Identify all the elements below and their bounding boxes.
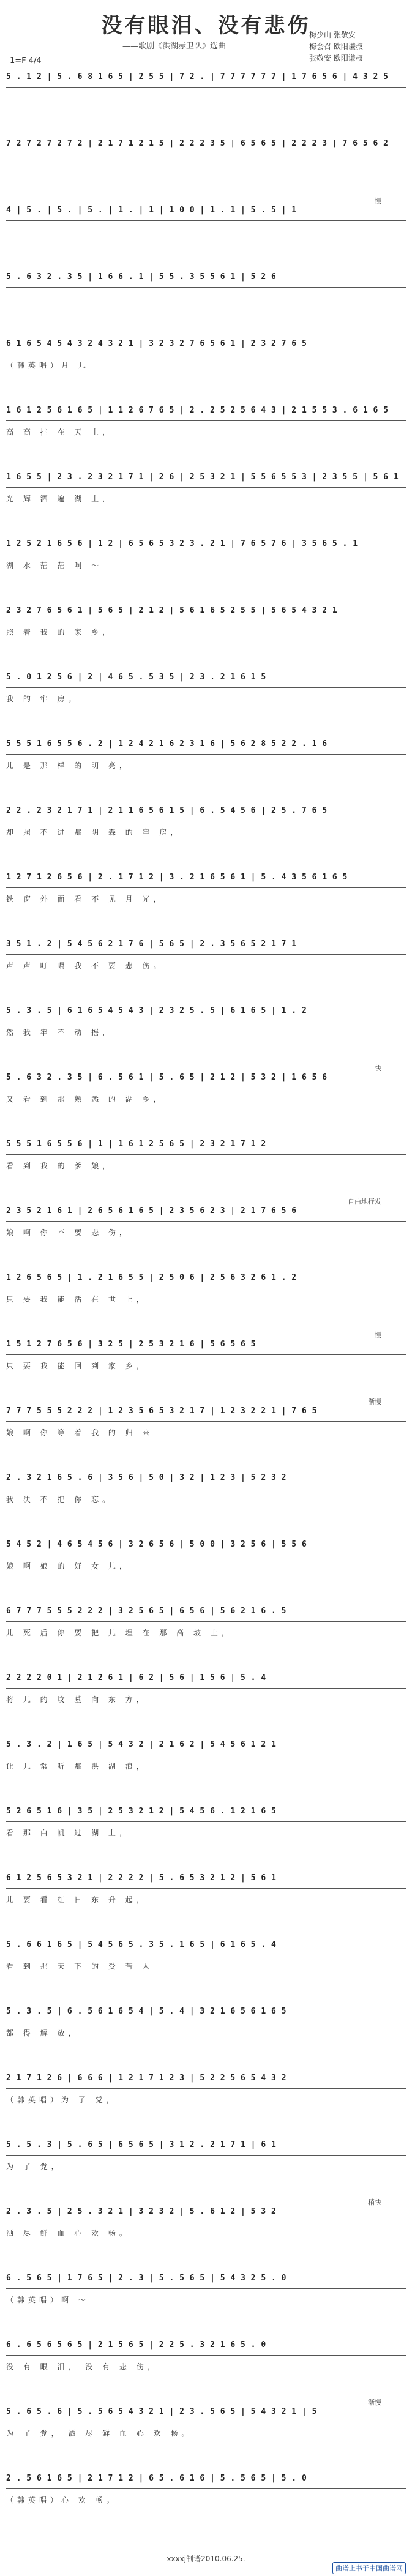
beam-underline	[6, 1288, 406, 1289]
beam-underline	[6, 487, 406, 488]
lyrics-line: 儿 要 看 红 日 东 升 起，	[6, 1895, 148, 1904]
beam-underline	[6, 2155, 406, 2156]
lyrics-line: 洒 尽 鲜 血 心 欢 畅。	[6, 2229, 130, 2238]
lyrics-line: 为 了 党，	[6, 2162, 62, 2171]
notation-line: 6 1 2 5 6 5 3 2 1 | 2 2 2 2 | 5 . 6 5 3 2 1 2 | 5 6 1	[6, 1873, 277, 1883]
score-system	[6, 1064, 406, 1128]
score-system	[6, 1198, 406, 1261]
notation-line: 6 . 5 6 5 | 1 7 6 5 | 2 . 3 | 5 . 5 6 5 | 5 4 3 2 5 . 0	[6, 2274, 287, 2283]
beam-underline	[6, 1688, 406, 1689]
beam-underline	[6, 154, 406, 155]
score-system	[6, 2198, 406, 2262]
beam-underline	[6, 2222, 406, 2223]
notation-line: 5 . 6 3 2 . 3 5 | 6 . 5 6 1 | 5 . 6 5 | 2 1 2 | 5 3 2 | 1 6 5 6	[6, 1073, 328, 1082]
notation-line: 2 1 7 1 2 6 | 6 6 6 | 1 2 1 7 1 2 3 | 5 2 2 5 6 5 4 3 2	[6, 2074, 287, 2083]
beam-underline	[6, 220, 406, 222]
beam-underline	[6, 2088, 406, 2089]
lyrics-line: 我 决 不 把 你 忘。	[6, 1495, 114, 1504]
lyrics-line: 铁 窗 外 面 看 不 见 月 光，	[6, 895, 165, 903]
notation-line: 2 . 5 6 1 6 5 | 2 1 7 1 2 | 6 5 . 6 1 6 | 5 . 5 6 5 | 5 . 0	[6, 2474, 307, 2483]
score-system	[6, 606, 406, 661]
lyrics-line: 又 看 到 那 熟 悉 的 湖 乡，	[6, 1095, 165, 1103]
tempo-annotation: 慢	[375, 197, 381, 205]
site-logo: 曲谱上书于中国曲谱网	[332, 2562, 406, 2574]
notation-line: 6 7 7 7 5 5 5 2 2 2 | 3 2 5 6 5 | 6 5 6 | 5 6 2 1 6 . 5	[6, 1607, 287, 1616]
lyrics-line: 儿 是 那 样 的 明 亮，	[6, 761, 130, 770]
notation-line: 2 3 5 2 1 6 1 | 2 6 5 6 1 6 5 | 2 3 5 6 2 3 | 2 1 7 6 5 6	[6, 1206, 297, 1215]
score-system	[6, 1006, 406, 1061]
notation-line: 1 2 7 1 2 6 5 6 | 2 . 1 7 1 2 | 3 . 2 1 6 5 6 1 | 5 . 4 3 5 6 1 6 5	[6, 873, 348, 882]
lyrics-line: （韩英唱）心 欢 畅。	[6, 2496, 118, 2504]
notation-line: 5 . 3 . 5 | 6 1 6 5 4 5 4 3 | 2 3 2 5 . 5 | 6 1 6 5 | 1 . 2	[6, 1006, 307, 1015]
key-signature: 1=F 4/4	[10, 56, 42, 65]
score-system	[6, 472, 406, 528]
lyrics-line: 让 儿 常 听 那 洪 湖 浪，	[6, 1762, 148, 1771]
tempo-annotation: 快	[375, 1064, 381, 1072]
notation-line: 4 | 5 . | 5 . | 5 . | 1 . | 1 | 1 0 0 | 1 . 1 | 5 . 5 | 1	[6, 206, 297, 215]
lyrics-line: 只 要 我 能 活 在 世 上，	[6, 1295, 148, 1304]
lyrics-line: 光 辉 洒 遍 湖 上，	[6, 495, 114, 503]
beam-underline	[6, 1488, 406, 1489]
beam-underline	[6, 354, 406, 355]
score-system	[6, 2007, 406, 2062]
song-subtitle: ——歌剧《洪湖赤卫队》选曲	[122, 42, 227, 51]
score-system	[6, 1673, 406, 1728]
notation-line: 2 2 2 2 0 1 | 2 1 2 6 1 | 6 2 | 5 6 | 1 5 6 | 5 . 4	[6, 1673, 266, 1682]
credits-block	[309, 29, 363, 64]
beam-underline	[6, 2022, 406, 2023]
score-system	[6, 873, 406, 928]
beam-underline	[6, 821, 406, 822]
lyrics-line: 照 着 我 的 家 乡，	[6, 628, 114, 637]
beam-underline	[6, 1955, 406, 1956]
notation-line: 5 . 6 5 . 6 | 5 . 5 6 5 4 3 2 1 | 2 3 . 5 6 5 | 5 4 3 2 1 | 5	[6, 2407, 317, 2416]
score-system	[6, 673, 406, 728]
tempo-annotation: 稍快	[368, 2198, 381, 2206]
notation-line: 5 5 5 1 6 5 5 6 | 1 | 1 6 1 2 5 6 5 | 2 3 2 1 7 1 2	[6, 1140, 266, 1149]
lyrics-line: 儿 死 后 你 要 把 儿 埋 在 那 高 坡 上，	[6, 1629, 233, 1637]
notation-line: 5 . 0 1 2 5 6 | 2 | 4 6 5 . 5 3 5 | 2 3 . 2 1 6 1 5	[6, 673, 266, 682]
score-system	[6, 1540, 406, 1595]
tempo-annotation: 渐慢	[368, 1398, 381, 1406]
score-system	[6, 2274, 406, 2329]
beam-underline	[6, 1021, 406, 1022]
score-system	[6, 1273, 406, 1328]
notation-line: 7 7 7 5 5 5 2 2 2 | 1 2 3 5 6 5 3 2 1 7 | 1 2 3 2 2 1 | 7 6 5	[6, 1406, 317, 1416]
score-system	[6, 806, 406, 861]
score-system	[6, 197, 406, 261]
score-system	[6, 72, 406, 127]
score-system	[6, 2140, 406, 2195]
score-system	[6, 2340, 406, 2395]
notation-line: 1 6 1 2 5 6 1 6 5 | 1 1 2 6 7 6 5 | 2 . 2 5 2 5 6 4 3 | 2 1 5 5 3 . 6 1 6 5	[6, 406, 389, 415]
beam-underline	[6, 2422, 406, 2423]
notation-line: 5 4 5 2 | 4 6 5 4 5 6 | 3 2 6 5 6 | 5 0 0 | 3 2 5 6 | 5 5 6	[6, 1540, 307, 1549]
notation-line: 5 2 6 5 1 6 | 3 5 | 2 5 3 2 1 2 | 5 4 5 6 . 1 2 1 6 5	[6, 1807, 277, 1816]
credit-line: 梅少山 张敬安	[309, 31, 356, 39]
lyrics-line: 我 的 牢 房。	[6, 695, 80, 703]
beam-underline	[6, 1888, 406, 1889]
lyrics-line: 看 那 白 帆 过 湖 上，	[6, 1829, 130, 1837]
notation-line: 5 . 6 3 2 . 3 5 | 1 6 6 . 1 | 5 5 . 3 5 5 6 1 | 5 2 6	[6, 272, 277, 282]
score-system	[6, 1873, 406, 1928]
lyrics-line: 娘 啊 你 等 着 我 的 归 来	[6, 1428, 154, 1437]
lyrics-line: 娘 啊 娘 的 好 女 儿，	[6, 1562, 130, 1570]
tempo-annotation: 自由地抒发	[348, 1198, 381, 1206]
beam-underline	[6, 1154, 406, 1155]
beam-underline	[6, 954, 406, 955]
notation-line: 1 5 1 2 7 6 5 6 | 3 2 5 | 2 5 3 2 1 6 | 5 6 5 6 5	[6, 1340, 257, 1349]
score-system	[6, 2474, 406, 2529]
lyrics-line: 声 声 叮 嘱 我 不 要 悲 伤。	[6, 961, 165, 970]
score-system	[6, 1140, 406, 1195]
notation-line: 5 . 6 6 1 6 5 | 5 4 5 6 5 . 3 5 . 1 6 5 | 6 1 6 5 . 4	[6, 1940, 277, 1949]
notation-line: 7 2 7 2 7 2 7 2 | 2 1 7 1 2 1 5 | 2 2 2 3 5 | 6 5 6 5 | 2 2 2 3 | 7 6 5 6 2	[6, 139, 389, 148]
lyrics-line: 湖 水 茫 茫 啊 ～	[6, 561, 103, 570]
notation-line: 3 5 1 . 2 | 5 4 5 6 2 1 7 6 | 5 6 5 | 2 . 3 5 6 5 2 1 7 1	[6, 939, 297, 949]
score-system	[6, 1331, 406, 1395]
lyrics-line: 都 得 解 放，	[6, 2029, 80, 2037]
score-system	[6, 1940, 406, 1995]
beam-underline	[6, 2355, 406, 2356]
beam-underline	[6, 287, 406, 288]
notation-line: 5 . 3 . 2 | 1 6 5 | 5 4 3 2 | 2 1 6 2 | 5 4 5 6 1 2 1	[6, 1740, 277, 1749]
notation-line: 6 1 6 5 4 5 4 3 2 4 3 2 1 | 3 2 3 2 7 6 5 6 1 | 2 3 2 7 6 5	[6, 339, 307, 348]
score-system	[6, 272, 406, 327]
notation-line: 2 . 3 . 5 | 2 5 . 3 2 1 | 3 2 3 2 | 5 . 6 1 2 | 5 3 2	[6, 2207, 277, 2216]
score-system	[6, 1807, 406, 1862]
beam-underline	[6, 1555, 406, 1556]
lyrics-line: 没 有 眼 泪， 没 有 悲 伤，	[6, 2362, 159, 2371]
score-system	[6, 406, 406, 461]
tempo-annotation: 慢	[375, 1331, 381, 1339]
notation-line: 5 5 5 1 6 5 5 6 . 2 | 1 2 4 2 1 6 2 3 1 6 | 5 6 2 8 5 2 2 . 1 6	[6, 739, 328, 749]
score-system	[6, 139, 406, 194]
score-system	[6, 2399, 406, 2462]
beam-underline	[6, 621, 406, 622]
beam-underline	[6, 1621, 406, 1622]
lyrics-line: 看 到 我 的 爹 娘，	[6, 1162, 114, 1170]
notation-line: 5 . 3 . 5 | 6 . 5 6 1 6 5 4 | 5 . 4 | 3 2 1 6 5 6 1 6 5	[6, 2007, 287, 2016]
lyrics-line: 却 照 不 进 那 阴 森 的 牢 房，	[6, 828, 182, 837]
lyrics-line: （韩英唱）啊 ～	[6, 2296, 89, 2304]
lyrics-line: 高 高 挂 在 天 上，	[6, 428, 114, 436]
beam-underline	[6, 887, 406, 889]
beam-underline	[6, 1421, 406, 1422]
lyrics-line: 看 到 那 天 下 的 受 苦 人	[6, 1962, 154, 1971]
lyrics-line: 只 要 我 能 回 到 家 乡，	[6, 1362, 148, 1370]
lyrics-line: 将 儿 的 坟 墓 向 东 方，	[6, 1695, 148, 1704]
notation-line: 5 . 5 . 3 | 5 . 6 5 | 6 5 6 5 | 3 1 2 . 2 1 7 1 | 6 1	[6, 2140, 277, 2149]
beam-underline	[6, 87, 406, 88]
lyrics-line: （韩英唱）为 了 党，	[6, 2096, 118, 2104]
song-title: 没有眼泪、没有悲伤	[101, 13, 311, 38]
lyrics-line: （韩英唱）月 儿	[6, 361, 89, 370]
score-system	[6, 1473, 406, 1528]
notation-line: 5 . 1 2 | 5 . 6 8 1 6 5 | 2 5 5 | 7 2 . | 7 7 7 7 7 7 | 1 7 6 5 6 | 4 3 2 5	[6, 72, 389, 81]
beam-underline	[6, 1755, 406, 1756]
score-system	[6, 2074, 406, 2129]
lyrics-line: 然 我 牢 不 动 摇，	[6, 1028, 114, 1037]
beam-underline	[6, 2488, 406, 2490]
credit-line: 梅会召 欧阳谦叔	[309, 42, 363, 51]
notation-line: 6 . 6 5 6 5 6 5 | 2 1 5 6 5 | 2 2 5 . 3 2 1 6 5 . 0	[6, 2340, 266, 2350]
beam-underline	[6, 2288, 406, 2290]
lyrics-line: 娘 啊 你 不 要 悲 伤，	[6, 1228, 130, 1237]
notation-line: 1 6 5 5 | 2 3 . 2 3 2 1 7 1 | 2 6 | 2 5 3 2 1 | 5 5 6 5 5 3 | 2 3 5 5 | 5 6 1	[6, 472, 399, 482]
credit-line: 张敬安 欧阳谦叔	[309, 54, 363, 62]
score-system	[6, 1398, 406, 1462]
notation-line: 2 2 . 2 3 2 1 7 1 | 2 1 1 6 5 6 1 5 | 6 . 5 4 5 6 | 2 5 . 7 6 5	[6, 806, 328, 815]
beam-underline	[6, 1088, 406, 1089]
score-system	[6, 539, 406, 594]
notation-line: 2 . 3 2 1 6 5 . 6 | 3 5 6 | 5 0 | 3 2 | 1 2 3 | 5 2 3 2	[6, 1473, 287, 1482]
beam-underline	[6, 1221, 406, 1222]
score-system	[6, 739, 406, 794]
footer-credit: xxxxj制谱2010.06.25.	[167, 2555, 245, 2563]
beam-underline	[6, 754, 406, 755]
beam-underline	[6, 687, 406, 689]
tempo-annotation: 渐慢	[368, 2399, 381, 2406]
beam-underline	[6, 420, 406, 422]
score-system	[6, 1607, 406, 1662]
beam-underline	[6, 1821, 406, 1823]
notation-line: 2 3 2 7 6 5 6 1 | 5 6 5 | 2 1 2 | 5 6 1 6 5 2 5 5 | 5 6 5 4 3 2 1	[6, 606, 338, 615]
beam-underline	[6, 1354, 406, 1356]
notation-line: 1 2 6 5 6 5 | 1 . 2 1 6 5 5 | 2 5 0 6 | 2 5 6 3 2 6 1 . 2	[6, 1273, 297, 1282]
score-system	[6, 939, 406, 995]
score-system	[6, 339, 406, 394]
lyrics-line: 为 了 党， 洒 尽 鲜 血 心 欢 畅。	[6, 2429, 193, 2438]
beam-underline	[6, 554, 406, 555]
score-system	[6, 1740, 406, 1795]
notation-line: 1 2 5 2 1 6 5 6 | 1 2 | 6 5 6 5 3 2 3 . 2 1 | 7 6 5 7 6 | 3 5 6 5 . 1	[6, 539, 358, 548]
